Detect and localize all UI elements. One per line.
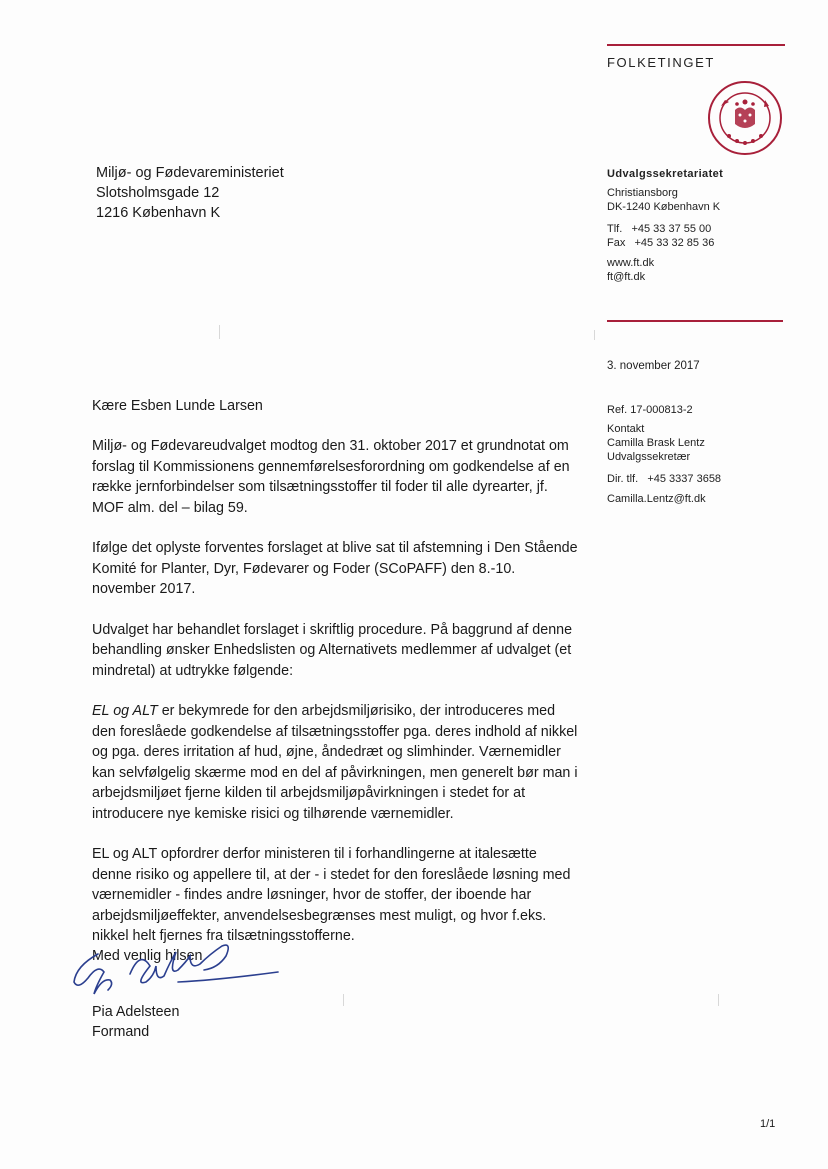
- contact-label: Kontakt: [607, 423, 645, 435]
- sender-department: Udvalgssekretariatet: [607, 168, 724, 180]
- paragraph-4-emphasis: EL og ALT: [92, 703, 158, 719]
- scan-mark: [718, 994, 719, 1006]
- sender-email-link[interactable]: ft@ft.dk: [607, 271, 646, 283]
- sidebar-accent-rule: [607, 320, 783, 322]
- brand-name: FOLKETINGET: [607, 55, 715, 70]
- scan-mark: [594, 330, 595, 340]
- top-accent-rule: [607, 44, 785, 46]
- contact-title: Udvalgssekretær: [607, 451, 691, 463]
- sender-address: [607, 186, 720, 214]
- folketinget-seal-icon: [707, 80, 783, 156]
- sender-fax: Fax +45 33 32 85 36: [607, 237, 715, 249]
- contact-direct-phone: Dir. tlf. +45 3337 3658: [607, 473, 722, 485]
- handwritten-signature: [70, 944, 280, 1006]
- recipient-city: 1216 København K: [96, 205, 221, 221]
- recipient-address: [96, 163, 284, 223]
- contact-block: [607, 422, 705, 464]
- scan-mark: [219, 325, 220, 339]
- sender-address-line1: Christiansborg: [607, 187, 678, 199]
- sender-web-links: [607, 256, 654, 284]
- paragraph-3: Udvalget har behandlet forslaget i skriftlig procedure. På baggrund af denne behandling ønsker Enhedslisten og Alternativets medlemmer af udvalget (et mindretal) at udtrykke følgende:: [92, 621, 573, 679]
- sender-address-line2: DK-1240 København K: [607, 201, 721, 213]
- letter-body: [92, 436, 580, 967]
- letter-closing: Med venlig hilsen: [92, 948, 203, 964]
- signer-name: Pia Adelsteen: [92, 1004, 180, 1020]
- sender-contact-numbers: [607, 222, 714, 250]
- contact-name: Camilla Brask Lentz: [607, 437, 705, 449]
- page-number: 1/1: [760, 1118, 776, 1130]
- scan-mark: [343, 994, 344, 1006]
- signer-title: Formand: [92, 1024, 150, 1040]
- sender-phone: Tlf. +45 33 37 55 00: [607, 223, 712, 235]
- sender-website-link[interactable]: www.ft.dk: [607, 257, 655, 269]
- paragraph-5: EL og ALT opfordrer derfor ministeren til i forhandlingerne at italesætte denne risiko og appellere til, at der - i stedet for den foreslåede løsning med værnemidler - findes andre løsninger, hvor de stoffer, der iboende har arbejdsmiljøeffekter, anvendelsesbegrænses mest muligt, og hvor f.eks. nikkel helt fjernes fra tilsætningsstofferne.: [92, 846, 571, 944]
- paragraph-2: Ifølge det oplyste forventes forslaget at blive sat til afstemning i Den Stående Komité for Planter, Dyr, Fødevarer og Foder (SCoPAFF) den 8.-10. november 2017.: [92, 540, 578, 597]
- letter-greeting: Kære Esben Lunde Larsen: [92, 398, 263, 414]
- paragraph-4-text: er bekymrede for den arbejdsmiljørisiko, der introduceres med den foreslåede godkendelse af tilsætningsstoffer pga. deres indhold af nikkel og pga. deres irritation af hud, øjne, åndedræt og slimhinder. Værnemidler kan selvfølgelig skærme mod en del af påvirkningen, men generelt bør man i arbejdsmiljøet fjerne kilden til arbejdsmiljøpåvirkningen i stedet for at introducere nye kemiske risici og tilhørende værnemidler.: [92, 703, 578, 822]
- paragraph-1: Miljø- og Fødevareudvalget modtog den 31. oktober 2017 et grundnotat om forslag til Kommissionens gennemførelsesforordning om godkendelse af en række jernforbindelser som tilsætningsstoffer til foder til alle dyrearter, jf. MOF alm. del – bilag 59.: [92, 438, 570, 516]
- recipient-street: Slotsholmsgade 12: [96, 185, 220, 201]
- recipient-name: Miljø- og Fødevareministeriet: [96, 165, 284, 181]
- paragraph-4: [92, 701, 580, 824]
- letter-date: 3. november 2017: [607, 360, 700, 372]
- signer-block: [92, 1002, 179, 1042]
- contact-email-link[interactable]: Camilla.Lentz@ft.dk: [607, 493, 706, 505]
- reference-number: Ref. 17-000813-2: [607, 404, 693, 416]
